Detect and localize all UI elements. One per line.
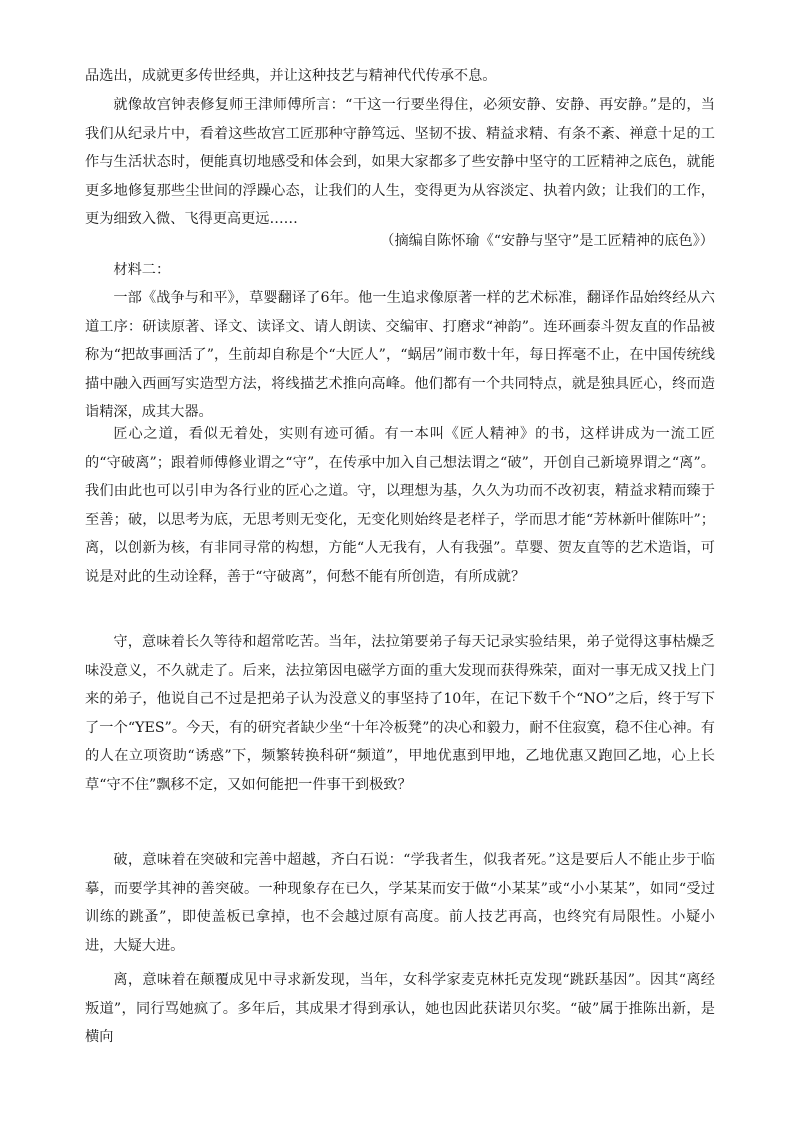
paragraph-li: 离，意味着在颠覆成见中寻求新发现，当年，女科学家麦克林托克发现“跳跃基因”。因其“离经叛道”，同行骂她疯了。多年后，其成果才得到承认，她也因此获诺贝尔奖。“破”属于推陈出新，是横向 — [85, 972, 715, 1046]
paragraph-po: 破，意味着在突破和完善中超越，齐白石说：“学我者生，似我者死。”这是要后人不能止步于临摹，而要学其神的善突破。一种现象存在已久，学某某而安于做“小某某”或“小小某某”，如同“受过训练的跳蚤”，即使盖板已拿掉，也不会越过原有高度。前人技艺再高，也终究有局限性。小疑小进，大疑大进。 — [85, 852, 715, 954]
section-heading-material-two: 材料二： — [113, 262, 171, 278]
paragraph-caoying: 一部《战争与和平》，草婴翻译了6年。他一生追求像原著一样的艺术标准，翻译作品始终经从六道工序：研读原著、译文、读译文、请人朗读、交编审、打磨求“神韵”。连环画泰斗贺友直的作品被称为“把故事画活了”，生前却自称是个“大匠人”，“蜗居”闹市数十年，每日挥毫不止，在中国传统线描中融入西画写实造型方法，将线描艺术推向高峰。他们都有一个共同特点，就是独具匠心，终而造诣精深，成其大器。 — [85, 290, 715, 421]
paragraph-shou: 守，意味着长久等待和超常吃苦。当年，法拉第要弟子每天记录实验结果，弟子觉得这事枯燥乏味没意义，不久就走了。后来，法拉第因电磁学方面的重大发现而获得殊荣，面对一事无成又找上门来的弟子，他说自己不过是把弟子认为没意义的事坚持了10年，在记下数千个“NO”之后，终于写下了一个“YES”。今天，有的研究者缺少坐“十年冷板凳”的决心和毅力，耐不住寂寞，稳不住心神。有的人在立项资助“诱惑”下，频繁转换科研“频道”，甲地优惠到甲地，乙地优惠又跑回乙地，心上长草“守不住”飘移不定，又如何能把一件事干到极致？ — [85, 634, 715, 793]
paragraph-continuation: 品选出，成就更多传世经典，并让这种技艺与精神代代传承不息。 — [85, 68, 497, 84]
paragraph-craftsman-way: 匠心之道，看似无着处，实则有迹可循。有一本叫《匠人精神》的书，这样讲成为一流工匠的“守破离”；跟着师傅修业谓之“守”，在传承中加入自己想法谓之“破”，开创自己新境界谓之“离”。我们由此也可以引申为各行业的匠心之道。守，以理想为基，久久为功而不改初衷，精益求精而臻于至善；破，以思考为底，无思考则无变化，无变化则始终是老样子，学而思才能“芳林新叶催陈叶”；离，以创新为核，有非同寻常的构想，方能“人无我有，人有我强”。草婴、贺友直等的艺术造诣，可说是对此的生动诠释，善于“守破离”，何愁不能有所创造，有所成就？ — [85, 426, 715, 585]
source-citation: （摘编自陈怀瑜《“安静与坚守”是工匠精神的底色》） — [380, 233, 714, 249]
paragraph-wang-jin: 就像故宫钟表修复师王津师傅所言：“干这一行要坐得住，必须安静、安静、再安静。”是的，当我们从纪录片中，看着这些故宫工匠那种守静笃远、坚韧不拔、精益求精、有条不紊、禅意十足的工作与生活状态时，便能真切地感受和体会到，如果大家都多了些安静中坚守的工匠精神之底色，就能更多地修复那些尘世间的浮躁心态，让我们的人生，变得更为从容淡定、执着内敛；让我们的工作，更为细致入微、飞得更高更远…… — [85, 97, 715, 228]
